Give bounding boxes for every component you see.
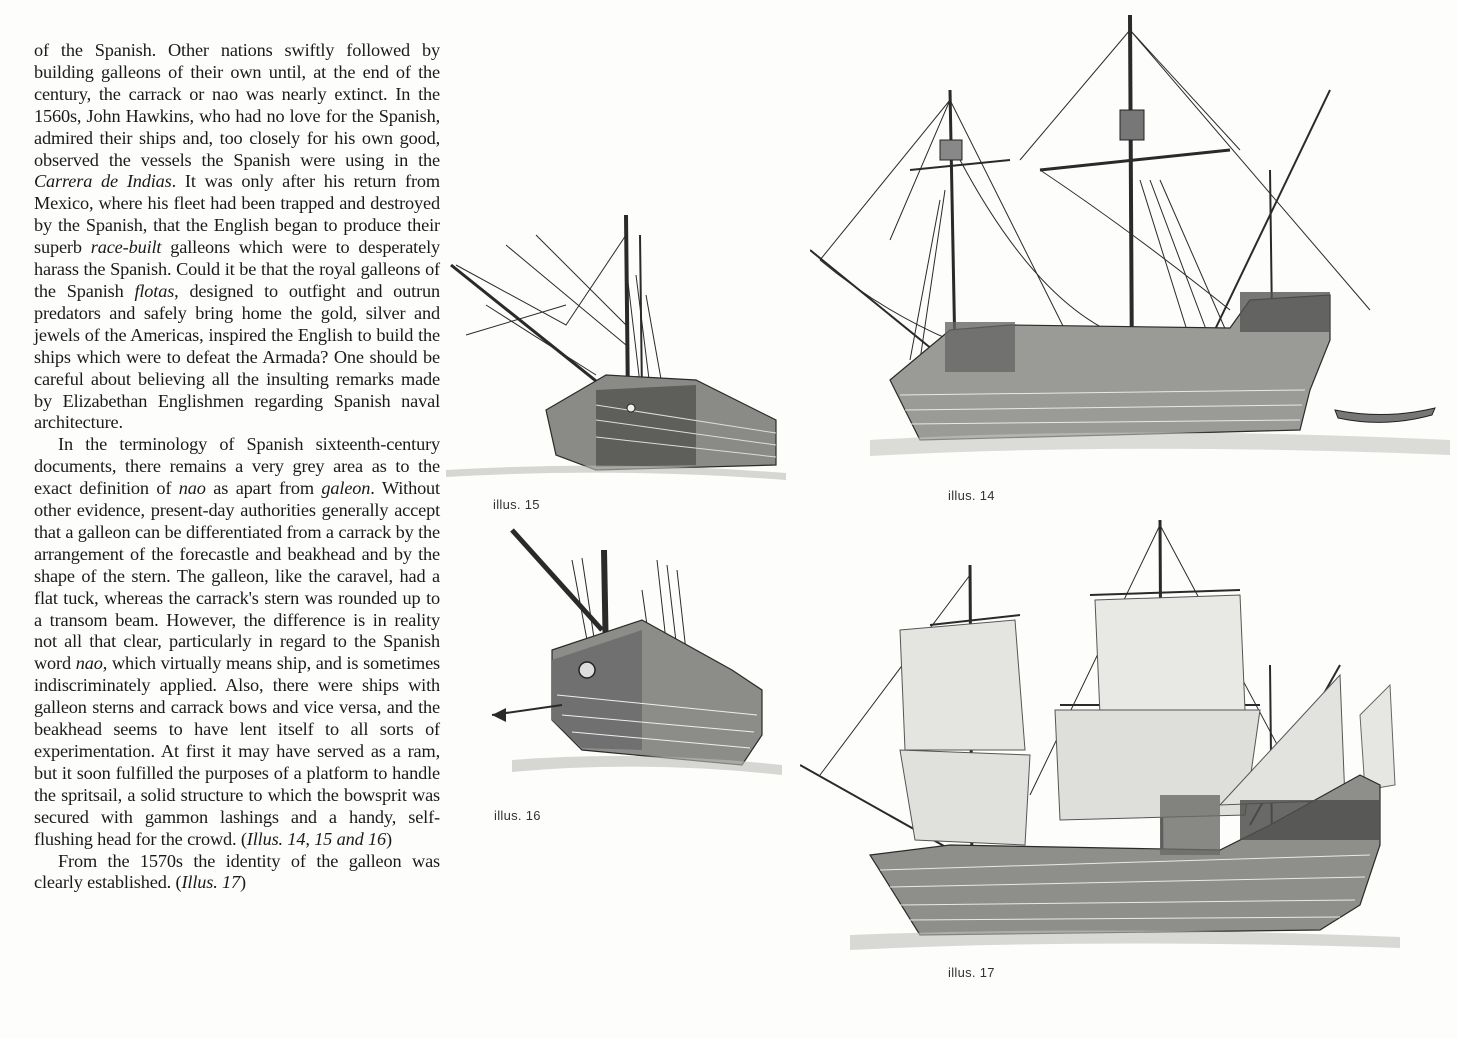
text-run: In the terminology of Spanish sixteenth-century documents, there remains a very grey area as to the exact definition of xyxy=(34,434,440,499)
illustration-17-galleon-under-sail xyxy=(800,515,1400,960)
ship-drawing xyxy=(492,520,782,805)
illustration-15-galleon-bow xyxy=(446,205,786,490)
illustration-16-galleon-stern xyxy=(492,520,782,805)
text-italic: race-built xyxy=(90,237,162,258)
caption-illus-15: illus. 15 xyxy=(493,497,540,512)
text-italic: Illus. 14, 15 and 16 xyxy=(246,828,386,849)
paragraph-2 xyxy=(34,434,440,850)
text-italic: nao xyxy=(178,478,206,499)
text-run: of the Spanish. Other nations swiftly followed by building galleons of their own until, at the end of the century, the carrack or nao was nearly extinct. In the 1560s, John Hawkins, who had no love for the Spanish, admired their ships and, too closely for his own good, observed the vessels the Spanish were using in the xyxy=(34,40,440,170)
body-text-column xyxy=(34,40,440,894)
text-run: From the 1570s the identity of the galleon was clearly established. ( xyxy=(34,850,440,893)
paragraph-3 xyxy=(34,851,440,895)
text-italic: galeon xyxy=(321,478,371,499)
caption-illus-16: illus. 16 xyxy=(494,808,541,823)
text-run: ) xyxy=(240,872,246,893)
text-run: . Without other evidence, present-day authorities generally accept that a galleon can be differentiated from a carrack by the arrangement of the forecastle and beakhead and by the shape of the stern. The galleon, like the caravel, had a flat tuck, whereas the carrack's stern was rounded up to a transom beam. However, the difference is in reality not all that clear, particularly in regard to the Spanish word xyxy=(34,478,440,674)
ship-drawing xyxy=(446,205,786,490)
caption-illus-17: illus. 17 xyxy=(948,965,995,980)
text-run: as apart from xyxy=(205,478,322,499)
text-run: ) xyxy=(385,828,392,849)
ship-drawing xyxy=(810,10,1450,480)
illustration-14-carrack xyxy=(810,10,1450,480)
text-italic: Illus. 17 xyxy=(181,872,241,893)
text-run: , designed to outfight and outrun predators and safely bring home the gold, silver and jewels of the Americas, inspired the English to build the ships which were to defeat the Armada? One should be careful about believing all the insulting remarks made by Elizabethan Englishmen regarding Spanish naval architecture. xyxy=(34,280,440,433)
text-italic: flotas xyxy=(134,280,175,301)
paragraph-1 xyxy=(34,40,440,434)
text-italic: nao xyxy=(75,653,103,674)
text-italic: Carrera de Indias xyxy=(34,171,172,192)
text-run: galleons which were to desperately harass the Spanish. Could it be that the royal galleons of the Spanish xyxy=(34,237,440,301)
text-run: , which virtually means ship, and is sometimes indiscriminately applied. Also, there were ships with galleon sterns and carrack bows and vice versa, and the beakhead seems to have lent itself to all sorts of experimentation. At first it may have served as a ram, but it soon fulfilled the purposes of a platform to handle the spritsail, a solid structure to which the bowsprit was secured with gammon lashings and a handy, self-flushing head for the crowd. ( xyxy=(34,653,440,849)
ship-drawing xyxy=(800,515,1400,960)
text-run: . It was only after his return from Mexico, where his fleet had been trapped and destroyed by the Spanish, that the English began to produce their superb xyxy=(34,171,440,258)
caption-illus-14: illus. 14 xyxy=(948,488,995,503)
